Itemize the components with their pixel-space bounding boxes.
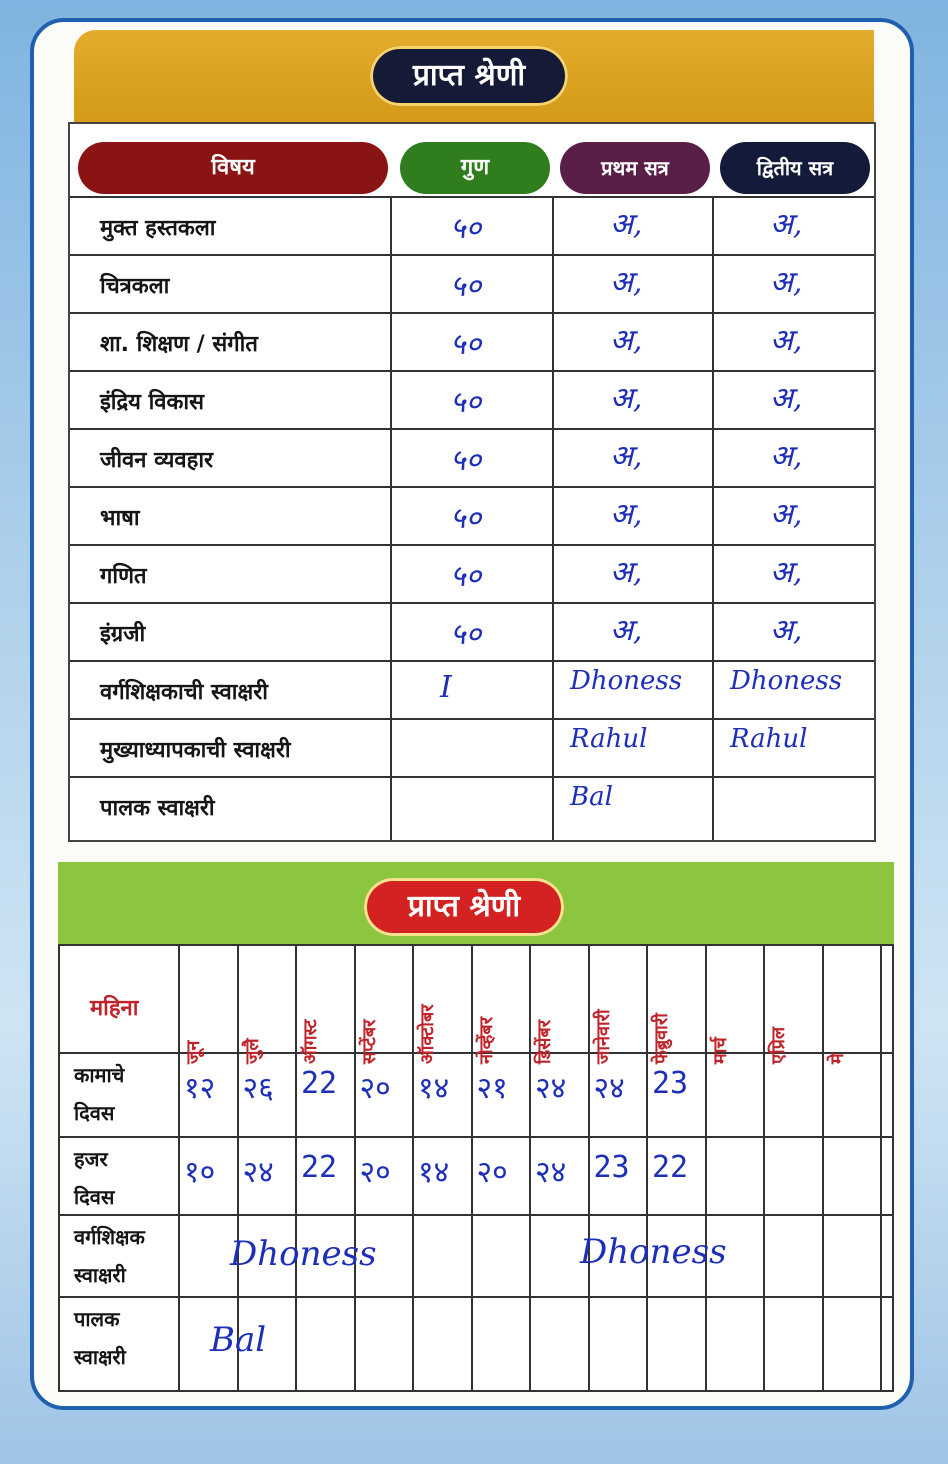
row-divider: [70, 370, 874, 372]
month-header: ऑक्टोबर: [417, 1004, 438, 1064]
header-semester-2: द्वितीय सत्र: [720, 142, 870, 194]
working-days-value: २४: [593, 1071, 625, 1106]
header-semester-1: प्रथम सत्र: [560, 142, 710, 194]
top-section-title: प्राप्त श्रेणी: [370, 46, 568, 106]
row-divider: [60, 1136, 892, 1138]
month-header: फेब्रुवारी: [651, 1013, 672, 1064]
month-header: जानेवारी: [592, 1009, 614, 1064]
row-divider: [70, 428, 874, 430]
column-divider: [390, 196, 392, 840]
row-divider: [70, 544, 874, 546]
semester-2-grade: अ,: [770, 497, 803, 532]
row-divider: [70, 196, 874, 198]
report-card: [30, 18, 914, 1410]
working-days-value: 22: [301, 1066, 338, 1101]
subject-name: जीवन व्यवहार: [100, 448, 214, 473]
subject-name: मुख्याध्यापकाची स्वाक्षरी: [100, 738, 291, 763]
working-days-value: १४: [418, 1071, 450, 1106]
header-subject: विषय: [78, 142, 388, 194]
working-days-value: २४: [535, 1071, 567, 1106]
working-days-value: १२: [184, 1071, 216, 1106]
semester-2-grade: अ,: [770, 207, 803, 242]
row-divider: [70, 718, 874, 720]
semester-1-grade: अ,: [610, 555, 643, 590]
subject-name: भाषा: [100, 506, 140, 531]
semester-1-grade: अ,: [610, 207, 643, 242]
month-header: मार्च: [709, 1037, 731, 1064]
row-divider: [70, 776, 874, 778]
present-days-value: २०: [476, 1155, 508, 1190]
subject-name: मुक्त हस्तकला: [100, 216, 216, 241]
present-days-value: 23: [593, 1150, 630, 1185]
semester-1-grade: Dhoness: [570, 666, 683, 696]
subject-name: चित्रकला: [100, 274, 170, 299]
subject-name: शा. शिक्षण / संगीत: [100, 332, 258, 357]
marks-value: ५०: [450, 269, 482, 304]
month-label: महिना: [90, 996, 139, 1021]
semester-1-grade: अ,: [610, 497, 643, 532]
working-days-value: २०: [359, 1071, 391, 1106]
semester-2-grade: अ,: [770, 555, 803, 590]
month-header: एप्रिल: [768, 1026, 789, 1064]
parent-signature: Bal: [210, 1320, 267, 1360]
grades-table: [68, 122, 876, 842]
marks-value: ५०: [450, 443, 482, 478]
marks-value: ५०: [450, 211, 482, 246]
teacher-signature-label: [74, 1218, 145, 1294]
present-days-value: १४: [418, 1155, 450, 1190]
column-divider: [712, 196, 714, 840]
month-header: जून: [183, 1040, 204, 1064]
marks-value: ५०: [450, 559, 482, 594]
subject-name: पालक स्वाक्षरी: [100, 796, 215, 821]
marks-value: ५०: [450, 327, 482, 362]
parent-signature-label-line: पालक: [74, 1307, 120, 1331]
column-divider: [178, 946, 180, 1390]
bottom-section-title: प्राप्त श्रेणी: [364, 878, 564, 936]
row-divider: [70, 486, 874, 488]
semester-2-grade: Rahul: [730, 724, 808, 754]
teacher-signature: Dhoness: [230, 1234, 377, 1274]
teacher-signature: Dhoness: [580, 1232, 727, 1272]
row-divider: [70, 602, 874, 604]
present-days-value: 22: [301, 1150, 338, 1185]
semester-2-grade: अ,: [770, 323, 803, 358]
month-header: नोव्हेंबर: [475, 1016, 497, 1064]
semester-1-grade: अ,: [610, 439, 643, 474]
row-divider: [60, 1296, 892, 1298]
semester-2-grade: अ,: [770, 439, 803, 474]
teacher-signature-label-line: वर्गशिक्षक: [74, 1225, 145, 1249]
working-days-value: 23: [652, 1066, 689, 1101]
row-divider: [70, 254, 874, 256]
present-days-value: २४: [242, 1155, 274, 1190]
working-days-label: [74, 1056, 124, 1132]
row-divider: [70, 312, 874, 314]
month-header: ऑगस्ट: [300, 1019, 321, 1064]
semester-2-grade: अ,: [770, 381, 803, 416]
parent-signature-label-line: स्वाक्षरी: [74, 1345, 126, 1369]
month-header: जुलै: [241, 1038, 263, 1064]
present-days-value: २०: [359, 1155, 391, 1190]
row-divider: [60, 1214, 892, 1216]
subject-name: इंग्रजी: [100, 622, 146, 647]
semester-2-grade: Dhoness: [730, 666, 843, 696]
semester-1-grade: अ,: [610, 613, 643, 648]
subject-name: गणित: [100, 564, 147, 589]
working-days-value: २६: [242, 1071, 274, 1106]
semester-1-grade: अ,: [610, 265, 643, 300]
teacher-signature-label-line: स्वाक्षरी: [74, 1263, 126, 1287]
semester-1-grade: अ,: [610, 323, 643, 358]
marks-value: ५०: [450, 385, 482, 420]
marks-value: I: [440, 670, 452, 705]
parent-signature-label: [74, 1300, 126, 1376]
semester-1-grade: Rahul: [570, 724, 648, 754]
marks-value: ५०: [450, 617, 482, 652]
subject-name: इंद्रिय विकास: [100, 390, 204, 415]
working-days-label-line: कामाचे: [74, 1063, 125, 1087]
semester-1-grade: Bal: [570, 782, 613, 812]
marks-value: ५०: [450, 501, 482, 536]
present-days-value: 22: [652, 1150, 689, 1185]
column-divider: [552, 196, 554, 840]
present-days-label-line: हजर: [74, 1147, 108, 1171]
present-days-value: २४: [535, 1155, 567, 1190]
semester-2-grade: अ,: [770, 613, 803, 648]
present-days-value: १०: [184, 1155, 216, 1190]
semester-1-grade: अ,: [610, 381, 643, 416]
present-days-label: [74, 1140, 114, 1216]
month-header: सप्टेंबर: [358, 1019, 380, 1064]
header-marks: गुण: [400, 142, 550, 194]
subject-name: वर्गशिक्षकाची स्वाक्षरी: [100, 680, 268, 705]
month-header: मे: [826, 1053, 848, 1064]
month-header: डिसेंबर: [534, 1019, 555, 1064]
working-days-label-line: दिवस: [74, 1101, 115, 1125]
present-days-label-line: दिवस: [74, 1185, 115, 1209]
semester-2-grade: अ,: [770, 265, 803, 300]
row-divider: [70, 660, 874, 662]
working-days-value: २१: [476, 1071, 508, 1106]
attendance-table: [58, 944, 894, 1392]
